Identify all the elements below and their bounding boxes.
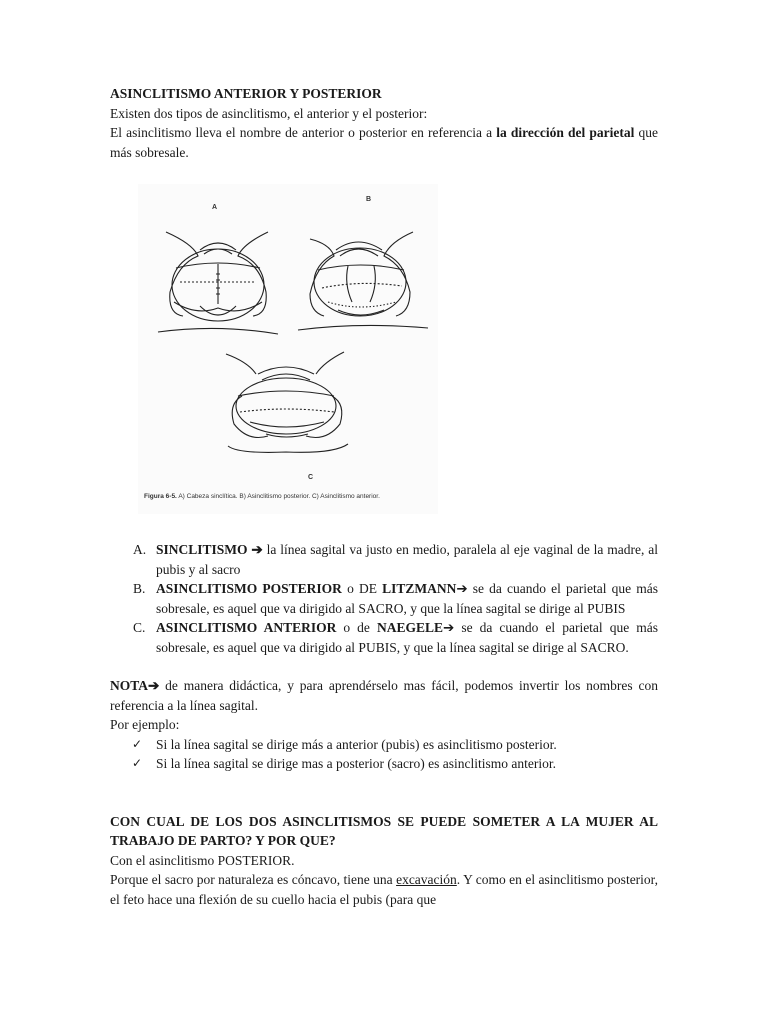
list-item: B. ASINCLITISMO POSTERIOR o DE LITZMANN➔ se da cuando el parietal que más sobresale, es aquel que va dirigido al SACRO, y que la línea sagital se dirige al PUBIS (133, 581, 658, 616)
list-marker: C. (133, 620, 146, 635)
answer-paragraph: Con el asinclitismo POSTERIOR. (110, 852, 295, 868)
underlined-term: excavación (396, 872, 457, 887)
figure-b-drawing (298, 232, 428, 330)
asynclitism-types-list (110, 540, 658, 657)
list-item: A. SINCLITISMO ➔ la línea sagital va justo en medio, paralela al eje vaginal de la madre, al pubis y al sacro (133, 542, 659, 577)
list-marker: B. (133, 581, 146, 596)
checkmark-icon: ✓ (132, 736, 143, 751)
figure-label-a: A (212, 204, 218, 211)
section-title: ASINCLITISMO ANTERIOR Y POSTERIOR (110, 86, 382, 101)
checkmark-icon: ✓ (132, 756, 143, 770)
figure-label-c: C (308, 474, 314, 481)
example-list (110, 735, 658, 774)
figure-a-drawing (158, 232, 278, 334)
list-marker: A. (133, 542, 147, 557)
figure-c-drawing (226, 352, 348, 452)
pelvis-illustrations (138, 184, 438, 514)
list-item: ✓ Si la línea sagital se dirige mas a posterior (sacro) es asinclitismo anterior. (110, 754, 658, 774)
document-page (110, 84, 658, 909)
intro-paragraph: Existen dos tipos de asinclitismo, el anterior y el posterior: (110, 105, 428, 121)
emphasis-text: la dirección del parietal (496, 125, 635, 140)
question-heading: CON CUAL DE LOS DOS ASINCLITISMOS SE PUEDE SOMETER A LA MUJER AL TRABAJO DE PARTO? Y POR QUE? (110, 813, 658, 848)
list-item: C. ASINCLITISMO ANTERIOR o de NAEGELE➔ se da cuando el parietal que más sobresale, es aquel que va dirigido al PUBIS, y que la línea sagital se dirige al SACRO. (133, 620, 658, 655)
list-item: ✓ Si la línea sagital se dirige más a anterior (pubis) es asinclitismo posterior. (110, 735, 658, 755)
example-intro: Por ejemplo: (110, 717, 180, 732)
figure-label-b: B (366, 196, 372, 203)
note-paragraph: NOTA➔ de manera didáctica, y para aprendérselo mas fácil, podemos invertir los nombres con referencia a la línea sagital. (110, 678, 658, 713)
asynclitism-figure (138, 184, 438, 514)
reason-paragraph: Porque el sacro por naturaleza es cóncavo, tiene una excavación. Y como en el asinclitismo posterior, el feto hace una flexión de su cuello hacia el pubis (para que (110, 872, 659, 907)
figure-caption: Figura 6-5. A) Cabeza sinclítica. B) Asinclitismo posterior. C) Asinclitismo anterior. (144, 493, 380, 500)
description-paragraph: El asinclitismo lleva el nombre de anterior o posterior en referencia a la dirección del parietal que más sobresale. (110, 125, 658, 160)
